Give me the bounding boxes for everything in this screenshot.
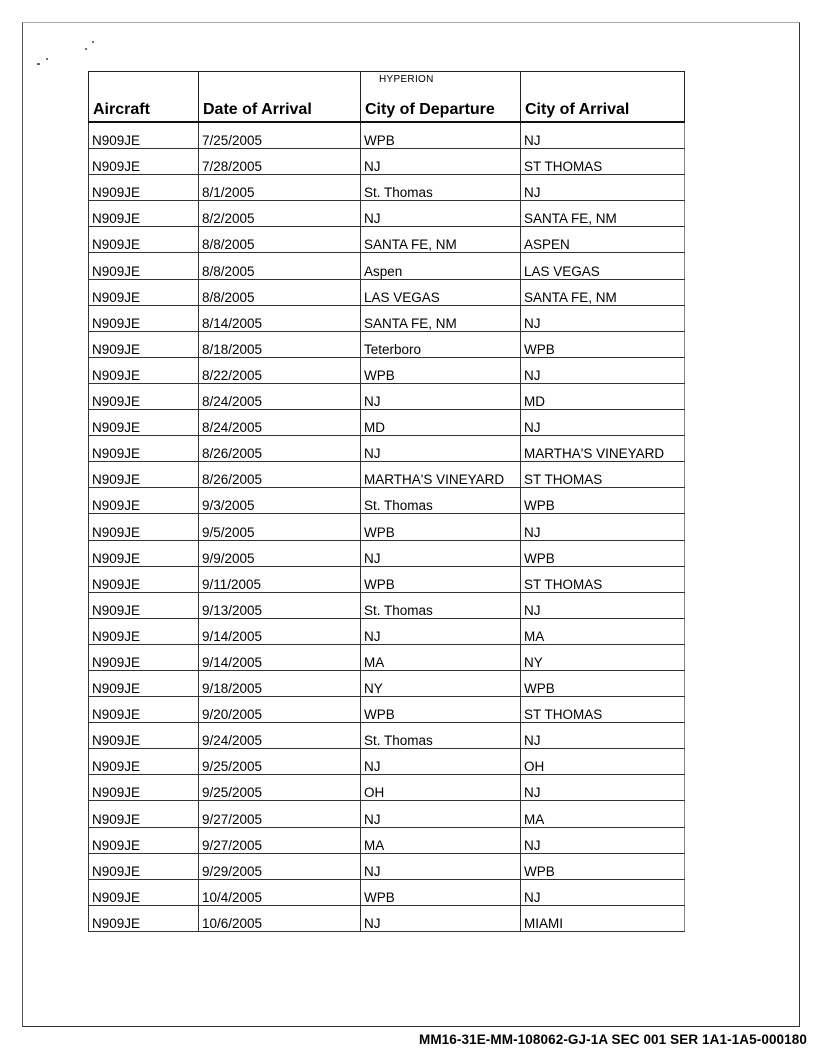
- table-row: [89, 801, 685, 827]
- column-header-date-of-arrival: Date of Arrival: [199, 72, 361, 123]
- column-header-city-of-arrival: City of Arrival: [521, 72, 685, 123]
- aircraft-cell: N909JE: [89, 540, 199, 566]
- city-of-departure-cell: NY: [361, 670, 521, 696]
- date-of-arrival-cell: 8/2/2005: [199, 201, 361, 227]
- city-of-departure-cell: SANTA FE, NM: [361, 227, 521, 253]
- table-row: [89, 488, 685, 514]
- date-of-arrival-cell: 9/24/2005: [199, 723, 361, 749]
- table-header-row: [89, 72, 685, 123]
- city-of-departure-cell: MARTHA'S VINEYARD: [361, 462, 521, 488]
- aircraft-cell: N909JE: [89, 697, 199, 723]
- city-of-departure-cell: NJ: [361, 801, 521, 827]
- date-of-arrival-cell: 8/1/2005: [199, 175, 361, 201]
- aircraft-cell: N909JE: [89, 749, 199, 775]
- city-of-arrival-cell: NJ: [521, 410, 685, 436]
- city-of-arrival-cell: MD: [521, 383, 685, 409]
- city-of-departure-cell: MA: [361, 644, 521, 670]
- date-of-arrival-cell: 9/27/2005: [199, 827, 361, 853]
- date-of-arrival-cell: 7/28/2005: [199, 149, 361, 175]
- aircraft-cell: N909JE: [89, 357, 199, 383]
- document-control-number: MM16-31E-MM-108062-GJ-1A SEC 001 SER 1A1-1A5-000180: [418, 1032, 807, 1047]
- table-row: [89, 279, 685, 305]
- aircraft-cell: N909JE: [89, 670, 199, 696]
- city-of-departure-cell: WPB: [361, 879, 521, 905]
- aircraft-cell: N909JE: [89, 305, 199, 331]
- city-of-departure-cell: NJ: [361, 853, 521, 879]
- scan-speck: [37, 63, 40, 65]
- table-row: [89, 514, 685, 540]
- city-of-departure-cell: OH: [361, 775, 521, 801]
- city-of-departure-cell: NJ: [361, 436, 521, 462]
- date-of-arrival-cell: 9/3/2005: [199, 488, 361, 514]
- table-body: [89, 122, 685, 931]
- city-of-arrival-cell: LAS VEGAS: [521, 253, 685, 279]
- date-of-arrival-cell: 9/25/2005: [199, 775, 361, 801]
- date-of-arrival-cell: 8/22/2005: [199, 357, 361, 383]
- city-of-arrival-cell: OH: [521, 749, 685, 775]
- flight-log-table: [88, 71, 685, 932]
- city-of-arrival-cell: MA: [521, 801, 685, 827]
- date-of-arrival-cell: 8/24/2005: [199, 383, 361, 409]
- aircraft-cell: N909JE: [89, 253, 199, 279]
- city-of-arrival-cell: ASPEN: [521, 227, 685, 253]
- city-of-arrival-cell: NY: [521, 644, 685, 670]
- table-row: [89, 462, 685, 488]
- date-of-arrival-cell: 9/14/2005: [199, 644, 361, 670]
- date-of-arrival-cell: 8/18/2005: [199, 331, 361, 357]
- table-row: [89, 853, 685, 879]
- aircraft-cell: N909JE: [89, 618, 199, 644]
- date-of-arrival-cell: 9/18/2005: [199, 670, 361, 696]
- table-row: [89, 305, 685, 331]
- city-of-departure-cell: St. Thomas: [361, 592, 521, 618]
- table-row: [89, 331, 685, 357]
- city-of-arrival-cell: WPB: [521, 853, 685, 879]
- city-of-arrival-cell: NJ: [521, 357, 685, 383]
- date-of-arrival-cell: 9/11/2005: [199, 566, 361, 592]
- date-of-arrival-cell: 9/5/2005: [199, 514, 361, 540]
- date-of-arrival-cell: 10/4/2005: [199, 879, 361, 905]
- table-row: [89, 436, 685, 462]
- table-row: [89, 670, 685, 696]
- city-of-arrival-cell: ST THOMAS: [521, 566, 685, 592]
- city-of-departure-cell: St. Thomas: [361, 488, 521, 514]
- date-of-arrival-cell: 8/8/2005: [199, 253, 361, 279]
- column-header-city-of-departure: HYPERION City of Departure: [361, 72, 521, 123]
- aircraft-cell: N909JE: [89, 331, 199, 357]
- city-of-arrival-cell: NJ: [521, 514, 685, 540]
- aircraft-cell: N909JE: [89, 383, 199, 409]
- city-of-departure-cell: WPB: [361, 357, 521, 383]
- date-of-arrival-cell: 9/27/2005: [199, 801, 361, 827]
- city-of-departure-cell: Aspen: [361, 253, 521, 279]
- aircraft-cell: N909JE: [89, 410, 199, 436]
- date-of-arrival-cell: 9/9/2005: [199, 540, 361, 566]
- aircraft-cell: N909JE: [89, 827, 199, 853]
- table-row: [89, 253, 685, 279]
- aircraft-cell: N909JE: [89, 279, 199, 305]
- city-of-arrival-cell: NJ: [521, 175, 685, 201]
- city-of-arrival-cell: WPB: [521, 540, 685, 566]
- aircraft-cell: N909JE: [89, 644, 199, 670]
- city-of-departure-cell: WPB: [361, 122, 521, 149]
- aircraft-cell: N909JE: [89, 227, 199, 253]
- aircraft-cell: N909JE: [89, 436, 199, 462]
- aircraft-cell: N909JE: [89, 723, 199, 749]
- date-of-arrival-cell: 9/20/2005: [199, 697, 361, 723]
- aircraft-cell: N909JE: [89, 488, 199, 514]
- date-of-arrival-cell: 9/29/2005: [199, 853, 361, 879]
- city-of-departure-cell: WPB: [361, 514, 521, 540]
- aircraft-cell: N909JE: [89, 592, 199, 618]
- city-of-departure-cell: NJ: [361, 749, 521, 775]
- city-of-departure-cell: NJ: [361, 618, 521, 644]
- aircraft-cell: N909JE: [89, 879, 199, 905]
- city-of-departure-cell: Teterboro: [361, 331, 521, 357]
- date-of-arrival-cell: 9/25/2005: [199, 749, 361, 775]
- aircraft-cell: N909JE: [89, 462, 199, 488]
- date-of-arrival-cell: 9/14/2005: [199, 618, 361, 644]
- city-of-arrival-cell: ST THOMAS: [521, 149, 685, 175]
- aircraft-cell: N909JE: [89, 122, 199, 149]
- city-of-arrival-cell: NJ: [521, 305, 685, 331]
- table-row: [89, 227, 685, 253]
- date-of-arrival-cell: 8/8/2005: [199, 279, 361, 305]
- date-of-arrival-cell: 10/6/2005: [199, 905, 361, 931]
- hyperion-note: HYPERION: [379, 74, 434, 85]
- city-of-departure-cell: St. Thomas: [361, 723, 521, 749]
- aircraft-cell: N909JE: [89, 514, 199, 540]
- table-row: [89, 149, 685, 175]
- table-row: [89, 383, 685, 409]
- date-of-arrival-cell: 8/24/2005: [199, 410, 361, 436]
- aircraft-cell: N909JE: [89, 566, 199, 592]
- aircraft-cell: N909JE: [89, 905, 199, 931]
- aircraft-cell: N909JE: [89, 149, 199, 175]
- date-of-arrival-cell: 8/14/2005: [199, 305, 361, 331]
- city-of-arrival-cell: WPB: [521, 488, 685, 514]
- city-of-arrival-cell: SANTA FE, NM: [521, 279, 685, 305]
- city-of-arrival-cell: NJ: [521, 592, 685, 618]
- date-of-arrival-cell: 8/26/2005: [199, 436, 361, 462]
- table-row: [89, 879, 685, 905]
- scan-speck: [85, 48, 87, 50]
- city-of-arrival-cell: WPB: [521, 331, 685, 357]
- aircraft-cell: N909JE: [89, 175, 199, 201]
- city-of-arrival-cell: NJ: [521, 122, 685, 149]
- city-of-arrival-cell: MA: [521, 618, 685, 644]
- city-of-arrival-cell: NJ: [521, 827, 685, 853]
- aircraft-cell: N909JE: [89, 853, 199, 879]
- table-row: [89, 697, 685, 723]
- column-header-aircraft: Aircraft: [89, 72, 199, 123]
- table-row: [89, 410, 685, 436]
- date-of-arrival-cell: 9/13/2005: [199, 592, 361, 618]
- city-of-arrival-cell: ST THOMAS: [521, 462, 685, 488]
- table-row: [89, 566, 685, 592]
- city-of-arrival-cell: MIAMI: [521, 905, 685, 931]
- city-of-departure-cell: LAS VEGAS: [361, 279, 521, 305]
- table-row: [89, 201, 685, 227]
- aircraft-cell: N909JE: [89, 775, 199, 801]
- table-row: [89, 357, 685, 383]
- city-of-departure-cell: NJ: [361, 540, 521, 566]
- table-row: [89, 618, 685, 644]
- aircraft-cell: N909JE: [89, 801, 199, 827]
- date-of-arrival-cell: 7/25/2005: [199, 122, 361, 149]
- city-of-departure-cell: NJ: [361, 149, 521, 175]
- city-of-arrival-cell: NJ: [521, 879, 685, 905]
- scan-speck: [46, 58, 48, 60]
- table-row: [89, 723, 685, 749]
- city-of-departure-cell: NJ: [361, 383, 521, 409]
- table-row: [89, 905, 685, 931]
- city-of-departure-cell: NJ: [361, 905, 521, 931]
- table-row: [89, 540, 685, 566]
- aircraft-cell: N909JE: [89, 201, 199, 227]
- city-of-departure-cell: SANTA FE, NM: [361, 305, 521, 331]
- date-of-arrival-cell: 8/26/2005: [199, 462, 361, 488]
- table-row: [89, 122, 685, 149]
- city-of-arrival-cell: MARTHA'S VINEYARD: [521, 436, 685, 462]
- date-of-arrival-cell: 8/8/2005: [199, 227, 361, 253]
- city-of-departure-cell: NJ: [361, 201, 521, 227]
- city-of-arrival-cell: ST THOMAS: [521, 697, 685, 723]
- city-of-arrival-cell: SANTA FE, NM: [521, 201, 685, 227]
- city-of-arrival-cell: NJ: [521, 723, 685, 749]
- scan-speck: [92, 41, 94, 43]
- table-row: [89, 644, 685, 670]
- city-of-departure-cell: MD: [361, 410, 521, 436]
- table-row: [89, 175, 685, 201]
- city-of-departure-cell: St. Thomas: [361, 175, 521, 201]
- table-row: [89, 749, 685, 775]
- city-of-departure-cell: MA: [361, 827, 521, 853]
- city-of-arrival-cell: NJ: [521, 775, 685, 801]
- table-row: [89, 775, 685, 801]
- city-of-departure-cell: WPB: [361, 697, 521, 723]
- table-row: [89, 827, 685, 853]
- city-of-departure-cell: WPB: [361, 566, 521, 592]
- city-of-arrival-cell: WPB: [521, 670, 685, 696]
- table-row: [89, 592, 685, 618]
